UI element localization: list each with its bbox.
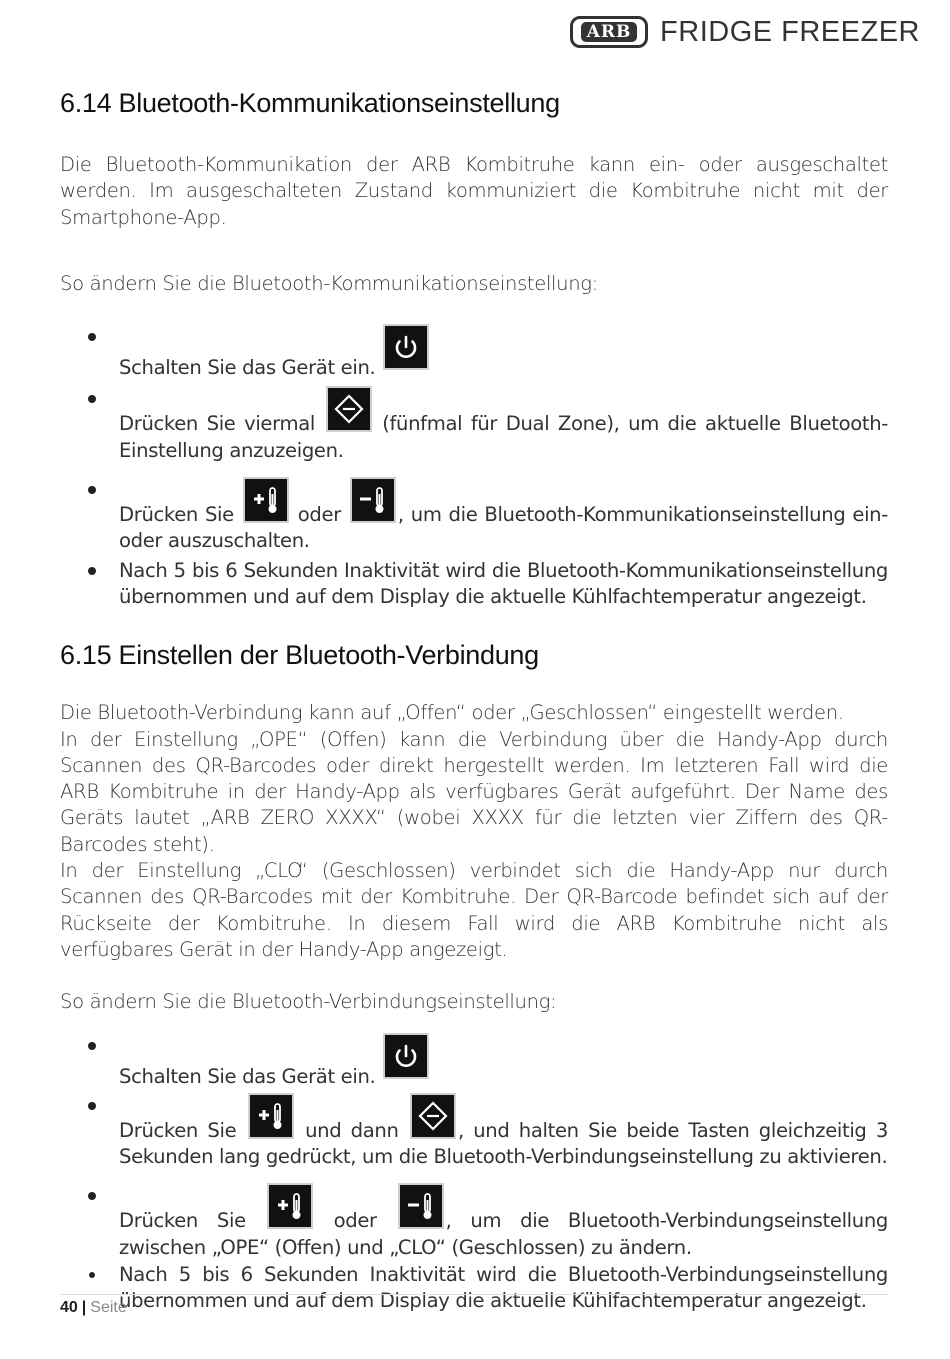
arb-logo [570,16,648,48]
page-footer [60,1294,888,1317]
list-item [60,477,888,555]
temp-minus-button [398,1183,444,1229]
bullet [88,1042,96,1050]
list-item [60,1020,888,1090]
bullet [88,395,96,403]
temp-plus-button [248,1093,294,1139]
bullet [88,486,96,494]
power-icon [385,326,427,368]
section-6-15-para2: In der Einstellung „OPE“ (Offen) kann die Verbindung über die Handy-App durch Scannen des QR-Barcodes oder direkt hergestellt werden. Im letzteren Fall wird die ARB Kombitruhe in der Handy-App als verfügbares Gerät aufgeführt. Der Name des Geräts lautet „ARB ZERO XXXX“ (wobei XXXX für die letzten vier Ziffern des QR-Barcodes steht). [60,727,888,856]
page-header [570,12,920,52]
step-text: Nach 5 bis 6 Sekunden Inaktivität wird die Bluetooth-Kommunikationseinstellung übernommen und auf dem Display die aktuelle Kühlfachtemperatur angezeigt. [119,558,888,608]
step-text: Drücken Sie [119,1118,237,1142]
footer-separator: | [81,1299,87,1316]
step-text: oder [333,1209,377,1233]
power-icon [385,1035,427,1077]
section-6-14-title: 6.14 Bluetooth-Kommunikationseinstellung [60,88,560,118]
mode-button [326,386,372,432]
list-item [60,1183,888,1261]
arb-logo-text: ARB [581,22,638,42]
list-item [60,386,888,464]
section-6-15-para3: In der Einstellung „CLO“ (Geschlossen) verbindet sich die Handy-App nur durch Scannen des QR-Barcodes mit der Kombitruhe. Der QR-Barcode befindet sich auf der Rückseite der Kombitruhe. In diesem Fall wird die ARB Kombitruhe nicht als verfügbares Gerät in der Handy-App angezeigt. [60,859,888,961]
step-text: und dann [305,1118,399,1142]
document-body [60,88,888,1315]
bullet [88,1102,96,1110]
section-6-15-para1: Die Bluetooth-Verbindung kann auf „Offen“ oder „Geschlossen“ eingestellt werden. [60,701,844,725]
temp-plus-icon [250,1095,292,1137]
step-text: Schalten Sie das Gerät ein. [119,1064,376,1088]
list-item [60,1093,888,1171]
bullet [88,333,96,341]
temp-plus-icon [269,1185,311,1227]
section-6-15-steps [60,1020,888,1315]
section-6-15-title: 6.15 Einstellen der Bluetooth-Verbindung [60,640,539,671]
step-text: Drücken Sie [119,1209,246,1233]
mode-diamond-icon [328,388,370,430]
page-number: 40 [60,1299,78,1316]
temp-minus-icon [352,479,394,521]
step-text: , und halten Sie beide Tasten gleichzeitig 3 Sekunden lang gedrückt, um die Bluetooth-Verbindungseinstellung zu aktivieren. [119,1118,888,1169]
temp-minus-button [350,477,396,523]
bullet [89,1272,95,1278]
list-item [60,558,888,611]
step-text: , um die Bluetooth-Kommunikationseinstellung ein- oder auszuschalten. [119,503,888,553]
step-text: Schalten Sie das Gerät ein. [119,356,376,380]
list-item [60,311,888,381]
brand-title: FRIDGE FREEZER [660,15,920,48]
temp-plus-button [243,477,289,523]
step-text: Nach 5 bis 6 Sekunden Inaktivität wird die Bluetooth-Verbindungseinstellung übernommen und auf dem Display die aktuelle Kühlfachtemperatur angezeigt. [119,1263,888,1313]
mode-diamond-icon [412,1095,454,1137]
temp-plus-button [267,1183,313,1229]
step-text: Drücken Sie [119,503,234,527]
temp-minus-icon [400,1185,442,1227]
power-button [383,1033,429,1079]
bullet [88,567,96,575]
section-6-14-howto: So ändern Sie die Bluetooth-Kommunikationseinstellung: [60,271,598,295]
page-label: Seite [90,1299,127,1316]
step-text: (fünfmal für Dual Zone), um die aktuelle Bluetooth-Einstellung anzuzeigen. [119,412,888,462]
bullet [88,1192,96,1200]
section-6-14-steps [60,311,888,610]
step-text: Drücken Sie viermal [119,412,315,436]
section-6-15-howto: So ändern Sie die Bluetooth-Verbindungseinstellung: [60,990,557,1014]
power-button [383,324,429,370]
section-6-14-intro: Die Bluetooth-Kommunikation der ARB Kombitruhe kann ein- oder ausgeschaltet werden. Im ausgeschalteten Zustand kommuniziert die Kombitruhe nicht mit der Smartphone-App. [60,153,888,229]
step-text: , um die Bluetooth-Verbindungseinstellung zwischen „OPE“ (Offen) und „CLO“ (Geschlossen) zu ändern. [119,1209,888,1259]
mode-button [410,1093,456,1139]
step-text: oder [297,503,341,527]
temp-plus-icon [245,479,287,521]
